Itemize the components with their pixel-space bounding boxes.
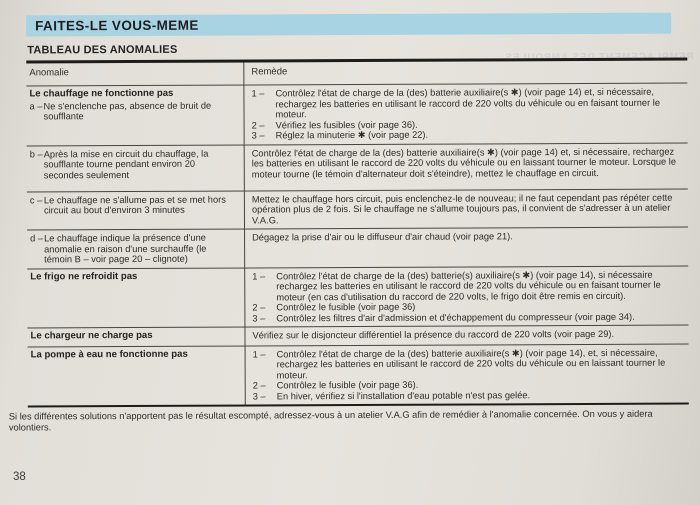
table-row (28, 343, 689, 405)
remedy-item-text: Contrôlez l'état de charge de la (des) batterie auxiliaire(s ✱) (voir page 14), et, si nécessaire, rechargez les batteries en utilisant le raccord de 220 volts du véhicule ou en laissant tourner le moteur. (276, 347, 666, 381)
remedy-cell (246, 344, 689, 404)
remedy-item-text: Contrôlez l'état de charge de la (des) batterie(s) auxiliaire(s ✱) (voir page 14), si nécessaire rechargez les batteries en utilisant le raccord de 220 volts du véhicule ou en faisant tourner le moteur (en cas d'utilisation du raccord de 220 volts, le frigo doit être remis en circuit). (276, 269, 661, 302)
remedy-item-number: 2 – (251, 119, 265, 130)
remedy-item-number: 1 – (252, 270, 266, 281)
anomaly-title: Le chauffage ne fonctionne pas (29, 87, 174, 100)
remedy-item-number: 1 – (252, 349, 266, 360)
anomaly-letter: d – (30, 233, 44, 244)
anomaly-cell (28, 346, 246, 405)
table-row (27, 325, 688, 347)
remedy-item-text: Réglez la minuterie ✱ (voir page 22). (275, 129, 429, 141)
remedy-paragraph: Vérifiez sur le disjoncteur différentiel la présence du raccord de 220 volts (voir page 29). (252, 328, 615, 341)
table-row (26, 83, 687, 145)
remedy-item (252, 269, 684, 302)
remedy-cell (244, 84, 687, 144)
anomaly-detail-text: Le chauffage indique la présence d'une anomalie en raison d'une surchauffe (le témoin B – voir page 20 – clignote) (44, 232, 207, 265)
remedy-item-text: Vérifiez les fusibles (voir page 36). (275, 119, 418, 130)
remedy-item-text: Contrôlez le fusible (voir page 36) (276, 301, 416, 313)
header-cell-anomalie (26, 62, 244, 85)
remedy-cell (245, 266, 688, 326)
anomalies-table (26, 58, 689, 408)
page-title-band (26, 13, 671, 37)
table-row (27, 265, 688, 327)
anomaly-title: Le frigo ne refroidit pas (30, 270, 138, 282)
table-row (27, 188, 688, 229)
remedy-paragraph: Dégagez la prise d'air ou le diffuseur d'air chaud (voir page 21). (252, 231, 513, 243)
remedy-paragraph: Contrôlez l'état de charge de la (des) batterie auxiliaire(s ✱) (voir page 14) et, si nécessaire, rechargez les batteries en utilisant le raccord de 220 volts du véhicule ou en laissant tourner le moteur. Lorsque le moteur tourne (le témoin d'alternateur doit s'éteindre), mettez le chauffage en circuit. (251, 146, 677, 179)
page-content (8, 13, 694, 434)
table-header-row (26, 61, 687, 86)
anomaly-detail-text: Ne s'enclenche pas, absence de bruit de soufflante (43, 100, 212, 122)
anomaly-cell (27, 327, 245, 346)
anomaly-detail (30, 148, 236, 180)
remedy-item (252, 129, 684, 141)
remedy-cell (245, 189, 688, 228)
remedy-cell (245, 326, 688, 346)
anomaly-letter: c – (29, 194, 43, 205)
remedy-item-text: Contrôlez les filtres d'air d'admission et d'échappement du compresseur (voir page 34). (276, 311, 635, 323)
anomaly-cell (27, 145, 245, 191)
bleedthrough-text: REMPLACEMENT DES AMPOULES (503, 51, 694, 64)
table-row (27, 142, 688, 191)
anomaly-letter: a – (29, 101, 43, 112)
anomaly-cell (27, 191, 245, 229)
page-number: 38 (13, 471, 26, 483)
anomaly-detail (29, 100, 235, 122)
anomaly-detail (30, 233, 236, 265)
remedy-item-number: 3 – (252, 391, 266, 402)
remedy-item (252, 311, 684, 323)
anomaly-title: La pompe à eau ne fonctionne pas (30, 348, 188, 361)
remedy-item (253, 389, 685, 401)
remedy-item-text: En hiver, vérifiez si l'installation d'eau potable n'est pas gelée. (276, 390, 531, 402)
remedy-item (253, 347, 685, 380)
column-header-remede: Remède (251, 66, 288, 78)
column-header-anomalie: Anomalie (29, 67, 69, 79)
header-cell-remede (244, 61, 687, 85)
remedy-item (251, 87, 683, 120)
anomaly-title: Le chargeur ne charge pas (30, 329, 153, 342)
anomaly-detail-text: Le chauffage ne s'allume pas et se met hors circuit au bout d'environ 3 minutes (43, 194, 226, 216)
anomaly-cell (27, 229, 245, 267)
anomaly-cell (26, 85, 244, 144)
anomaly-detail (30, 194, 236, 216)
page-title: FAITES-LE VOUS-MEME (35, 17, 199, 34)
remedy-item-number: 2 – (252, 302, 266, 313)
footer-note: Si les différentes solutions n'apportent pas le résultat escompté, adressez-vous à un atelier V.A.G afin de remédier à l'anomalie concernée. On vous y aidera volontiers. (8, 409, 653, 433)
anomaly-cell (27, 268, 245, 327)
remedy-item-number: 3 – (252, 312, 266, 323)
remedy-item-number: 3 – (251, 130, 265, 141)
remedy-item-number: 2 – (252, 380, 266, 391)
table-row (27, 227, 688, 268)
remedy-item-text: Contrôlez le fusible (voir page 36). (276, 380, 419, 391)
remedy-cell (245, 228, 688, 267)
remedy-item-text: Contrôlez l'état de charge de la (des) batterie auxiliaire(s ✱) (voir page 14) et, si nécessaire, rechargez les batteries en utilisant le raccord de 220 volts du véhicule ou en faisant tourner le moteur. (275, 86, 660, 120)
remedy-paragraph: Mettez le chauffage hors circuit, puis enclenchez-le de nouveau; il ne faut cependant pas répéter cette opération plus de 2 fois. Si le chauffage ne s'allume toujours pas, il convient de s'adresser à un atelier V.A.G. (251, 192, 673, 225)
remedy-cell (245, 143, 688, 190)
anomaly-detail-text: Après la mise en circuit du chauffage, la soufflante tourne pendant environ 20 secondes seulement (43, 148, 209, 180)
remedy-item-number: 1 – (251, 88, 265, 99)
section-heading: TABLEAU DES ANOMALIES (27, 43, 178, 57)
anomaly-letter: b – (29, 148, 43, 159)
